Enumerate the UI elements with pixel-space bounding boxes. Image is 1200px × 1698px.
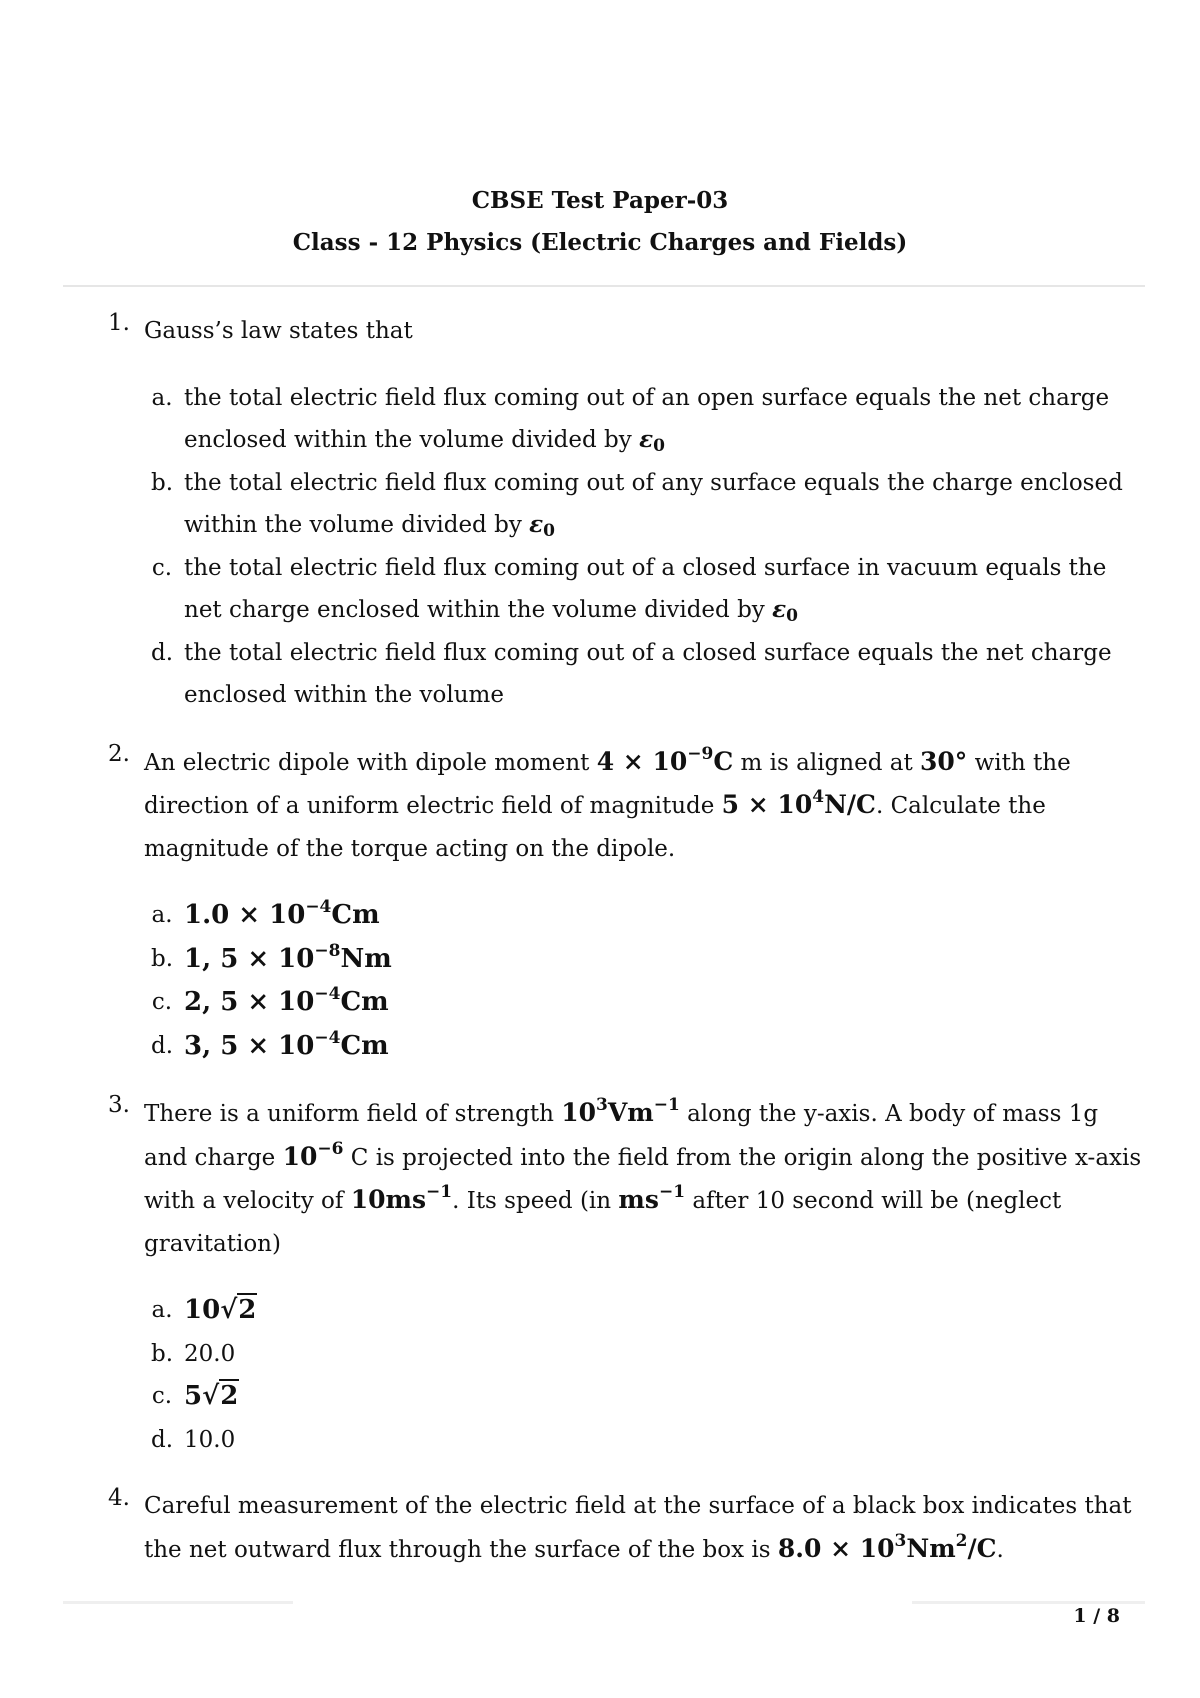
angle-value: 30° xyxy=(920,746,968,776)
option-text: the total electric field flux coming out of an open surface equals the net charge enclosed within the volume divided by xyxy=(184,384,1110,453)
option-c xyxy=(108,981,1148,1025)
option-c xyxy=(108,1375,1148,1419)
question-3 xyxy=(108,1092,1148,1461)
question-1 xyxy=(108,310,1148,717)
page-number: 1 / 8 xyxy=(1073,1605,1120,1627)
epsilon-symbol: $\varepsilon_0$ xyxy=(529,511,555,541)
option-label: a. xyxy=(151,1297,173,1323)
question-number: 3. xyxy=(108,1092,130,1118)
option-a xyxy=(108,1289,1148,1333)
question-number: 1. xyxy=(108,310,130,336)
option-label: a. xyxy=(151,384,173,411)
question-text: There is a uniform field of strength $10^3Vm^{-1}$ along the y-axis. A body of mass 1g and charge $10^{-6}$ C is projected into the field from the origin along the positive x-axis with a velocity of $10ms^{-1}$. Its speed (in $ms^{-1}$ after 10 second will be (neglect gravitation) xyxy=(144,1095,1142,1257)
question-list xyxy=(108,310,1148,1571)
option-text: 1, $5 \times 10^{-8}Nm$ xyxy=(184,940,392,974)
option-text: 2, $5 \times 10^{-4}Cm$ xyxy=(184,984,389,1017)
header-divider xyxy=(63,285,1145,287)
speed-unit: $ms^{-1}$ xyxy=(618,1182,686,1214)
question-text: Gauss’s law states that xyxy=(144,318,413,344)
field-magnitude-value: $5 \times 10^4N/C$ xyxy=(721,787,876,819)
question-number: 2. xyxy=(108,740,130,767)
epsilon-symbol: $\varepsilon_0$ xyxy=(639,426,665,456)
option-b xyxy=(108,462,1148,547)
options-list xyxy=(108,894,1148,1068)
option-text: 10√2 xyxy=(184,1295,257,1325)
question-2 xyxy=(108,741,1148,1069)
option-d xyxy=(108,632,1148,717)
option-label: b. xyxy=(150,469,174,496)
option-d xyxy=(108,1419,1148,1462)
option-label: c. xyxy=(151,1383,173,1409)
options-list xyxy=(108,1289,1148,1461)
options-list xyxy=(108,377,1148,717)
option-text: the total electric field flux coming out of a closed surface equals the net charge enclosed within the volume xyxy=(184,639,1112,708)
question-text: Careful measurement of the electric field at the surface of a black box indicates that the net outward flux through the surface of the box is $8.0 \times 10^3Nm^2/C$. xyxy=(144,1493,1132,1563)
velocity-value: $10ms^{-1}$ xyxy=(350,1182,453,1214)
question-4 xyxy=(108,1485,1148,1571)
option-d xyxy=(108,1025,1148,1069)
question-number: 4. xyxy=(108,1485,130,1511)
option-text: the total electric field flux coming out of any surface equals the charge enclosed within the volume divided by xyxy=(184,469,1123,538)
paper-subtitle: Class - 12 Physics (Electric Charges and Fields) xyxy=(292,229,908,256)
option-a xyxy=(108,377,1148,462)
epsilon-symbol: $\varepsilon_0$ xyxy=(772,596,798,626)
flux-value: $8.0 \times 10^3Nm^2/C$ xyxy=(777,1530,997,1563)
option-text: $1.0 \times 10^{-4}Cm$ xyxy=(184,897,380,930)
option-c xyxy=(108,547,1148,632)
option-text: 20.0 xyxy=(184,1340,236,1367)
option-label: d. xyxy=(150,1032,174,1059)
option-label: a. xyxy=(151,902,173,928)
page-header xyxy=(0,180,1200,264)
option-text: 5√2 xyxy=(184,1381,239,1411)
dipole-moment-value: $4 \times 10^{-9}C$ xyxy=(596,743,734,776)
charge-value: $10^{-6}$ xyxy=(282,1138,344,1171)
question-text: An electric dipole with dipole moment $4 \times 10^{-9}C$ m is aligned at 30° with the direction of a uniform electric field of magnitude $5 \times 10^4N/C$. Calculate the magnitude of the torque acting on the dipole. xyxy=(144,743,1071,862)
option-text: the total electric field flux coming out of a closed surface in vacuum equals the net charge enclosed within the volume divided by xyxy=(184,554,1107,623)
option-label: c. xyxy=(151,989,173,1015)
field-strength-value: $10^3Vm^{-1}$ xyxy=(561,1095,680,1127)
option-a xyxy=(108,894,1148,938)
option-text: 3, $5 \times 10^{-4}Cm$ xyxy=(184,1027,389,1061)
option-text: 10.0 xyxy=(184,1426,236,1453)
option-label: c. xyxy=(151,554,173,581)
option-b xyxy=(108,938,1148,982)
option-b xyxy=(108,1333,1148,1376)
option-label: d. xyxy=(150,639,174,666)
option-label: b. xyxy=(150,1340,174,1367)
footer-divider-left xyxy=(63,1601,293,1604)
option-label: b. xyxy=(150,945,174,972)
paper-title: CBSE Test Paper-03 xyxy=(471,187,729,214)
option-label: d. xyxy=(150,1426,174,1453)
